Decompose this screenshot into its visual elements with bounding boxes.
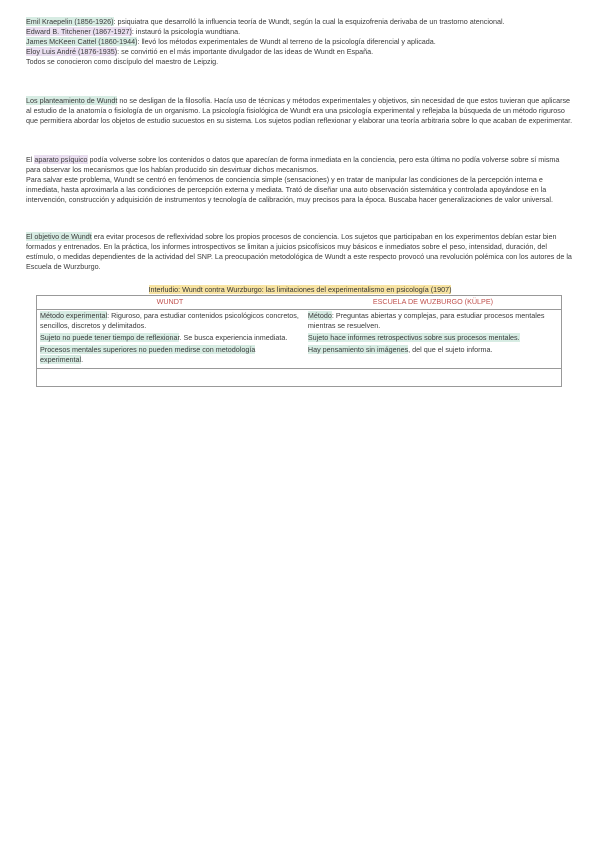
table-row [36, 310, 562, 333]
disciple-list [26, 17, 574, 67]
table-title [0, 285, 600, 294]
paragraph-text-2: Para salvar este problema, Wundt se centró en fenómenos de conciencia simple (sensaciones) y en tratar de manipular las condiciones de la percepción interna e inmediata, hasta aproximarla a las condiciones de percepción externa y mediata. Trató de diseñar una auto observación sistemática y controlada apoyándose en la intervención, construcción y adquisición de instrumentos y tecnología de calibración, muy precisos para la época. Buscaba hacer generalizaciones de valor universal. [26, 175, 553, 204]
paragraph-text: era evitar procesos de reflexividad sobre los propios procesos de conciencia. Los sujetos que participaban en los experimentos debían estar bien formados y entrenados. En la práctica, los informes introspectivos se limitan a juicios psicofísicos muy básicos e inmediatos sobre el peso, intensidad, duración, del estímulo, o medidas dependientes de la actividad del SNP. La preocupación metodológica de Wundt a este respecto provocó una revolución polémica con los autores de la Escuela de Wurzburgo. [26, 232, 572, 271]
paragraph-text: podía volverse sobre los contenidos o datos que aparecían de forma inmediata en la conciencia, pero esta última no podía volverse sobre sí misma para observar los mecanismos que los habían producido sin desvirtuar dichos mecanismos. [26, 155, 560, 174]
list-item-text: : llevó los métodos experimentales de Wundt al terreno de la psicología diferencial y aplicada. [137, 37, 436, 46]
table-title-text: Interludio: Wundt contra Wurzburgo: las limitaciones del experimentalismo en psicología (1907) [148, 285, 452, 294]
table-header-row [36, 295, 562, 310]
cell-highlight: Sujeto no puede tener tiempo de reflexionar [40, 333, 180, 342]
cell-wurzburgo [304, 344, 562, 369]
list-item [26, 27, 574, 37]
cell-text: . [81, 355, 84, 364]
paragraph-text: no se desligan de la filosofía. Hacía uso de técnicas y métodos experimentales y objetivos, sin necesidad de que estos tuvieran que aplicarse al estudio de la anatomía o fisiología de un organismo. La psicología fisiológica de Wundt era una psicología experimental y reflejaba la búsqueda de un método riguroso que permitiera abordar los objetos de estudio sucuestos en su sistema. Los sujetos podían reflexionar y elaborar una teoría arbitraria sobre lo que acaban de experimentar. [26, 96, 573, 125]
list-item [26, 37, 574, 47]
paragraph-aparato [26, 155, 574, 205]
cell-highlight: Sujeto hace informes retrospectivos sobre sus procesos mentales. [307, 333, 520, 342]
cell-highlight: Procesos mentales superiores no pueden medirse con metodología experimental [40, 345, 256, 364]
header-wurzburgo: ESCUELA DE WUZBURGO (KÜLPE) [304, 295, 562, 310]
cell-highlight: Método experimental [40, 311, 108, 320]
paragraph-pre: El [26, 155, 35, 164]
list-item-name: Eloy Luis André (1876-1935) [26, 47, 118, 56]
table-row [36, 332, 562, 344]
header-wundt: WUNDT [36, 295, 304, 310]
cell-text: : Preguntas abiertas y complejas, para estudiar procesos mentales mientras se resuelven. [307, 311, 545, 330]
list-footer: Todos se conocieron como discípulo del maestro de Leipzig. [26, 57, 219, 66]
cell-wurzburgo [304, 310, 562, 333]
cell-wundt [36, 310, 304, 333]
cell-highlight: Método [307, 311, 332, 320]
list-item [26, 17, 574, 27]
comparison-table [36, 295, 562, 369]
paragraph-planteamiento [26, 96, 574, 126]
list-item-text: : se convirtió en el más importante divulgador de las ideas de Wundt en España. [117, 47, 374, 56]
cell-highlight: Hay pensamiento sin imágenes [307, 345, 409, 354]
cell-text: , del que el sujeto informa. [408, 345, 493, 354]
cell-wurzburgo [304, 332, 562, 344]
list-item-name: James McKeen Cattel (1860-1944) [26, 37, 138, 46]
cell-wundt [36, 344, 304, 369]
cell-text: : Riguroso, para estudiar contenidos psicológicos concretos, sencillos, discretos y delimitados. [40, 311, 299, 330]
table-row [36, 344, 562, 369]
list-item-name: Edward B. Titchener (1867-1927) [26, 27, 132, 36]
list-item [26, 47, 574, 57]
paragraph-highlight: Los planteamiento de Wundt [26, 96, 118, 105]
list-item-text: : psiquiatra que desarrolló la influencia teoría de Wundt, según la cual la esquizofrenia derivaba de un trastorno atencional. [113, 17, 505, 26]
cell-text: . Se busca experiencia inmediata. [179, 333, 288, 342]
cell-wundt [36, 332, 304, 344]
paragraph-highlight: El objetivo de Wundt [26, 232, 92, 241]
list-item-name: Emil Kraepelin (1856-1926) [26, 17, 114, 26]
paragraph-highlight: aparato psíquico [34, 155, 88, 164]
paragraph-objetivo [26, 232, 574, 272]
list-item-text: : instauró la psicología wundtiana. [131, 27, 241, 36]
